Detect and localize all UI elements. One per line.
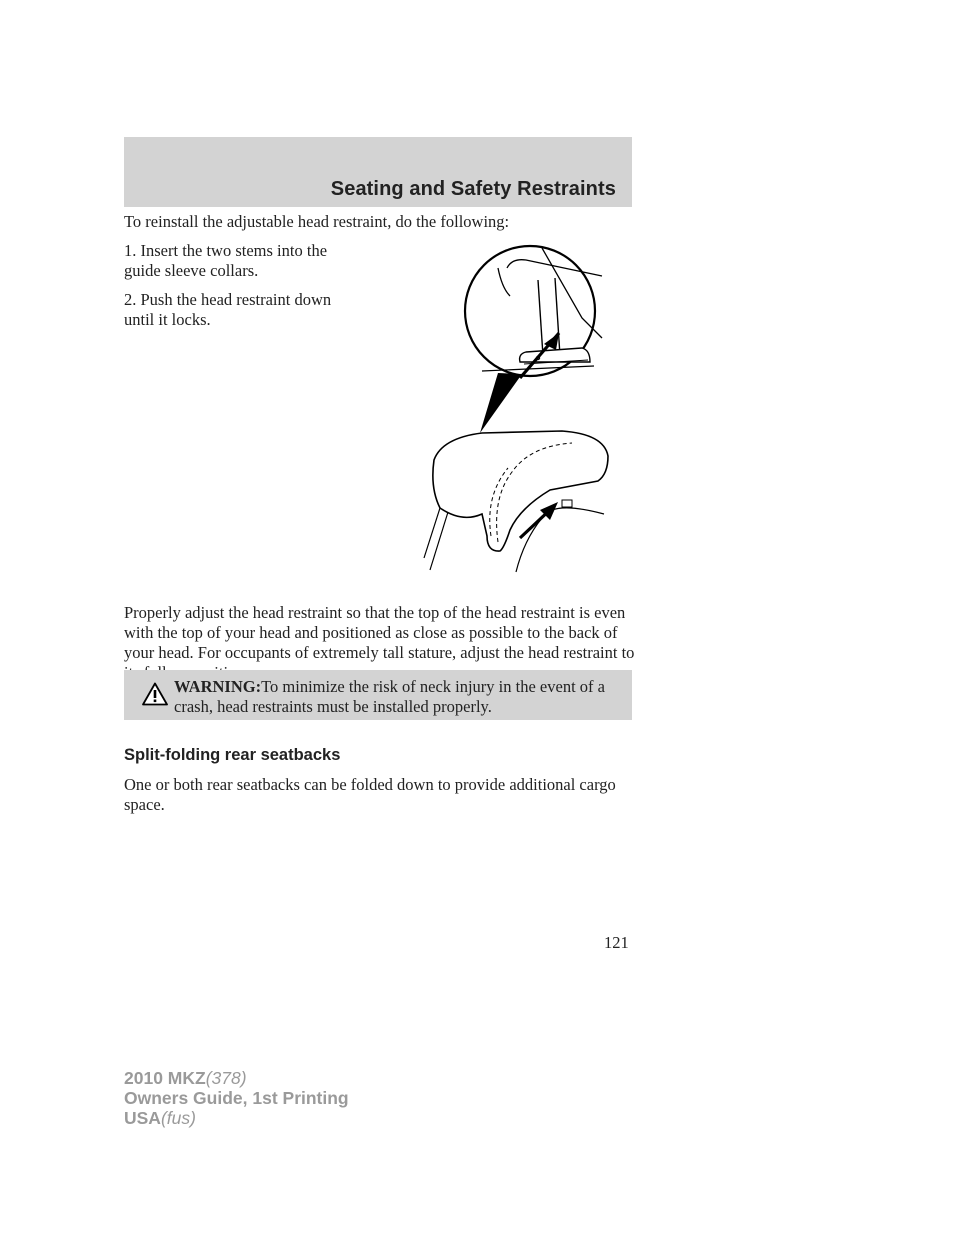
section-paragraph: One or both rear seatbacks can be folded down to provide additional cargo space. [124,775,616,814]
step-2: 2. Push the head restraint down until it locks. [124,290,332,329]
intro-text: To reinstall the adjustable head restraint, do the following: [124,212,510,231]
footer-region-code: (fus) [160,1108,196,1128]
warning-message: To minimize the risk of neck injury in the event of a crash, head restraints must be installed properly. [174,677,605,716]
warning-box [124,670,632,720]
footer-guide: Owners Guide, 1st Printing [124,1088,349,1108]
head-restraint-illustration [412,238,612,578]
footer-region: USA [124,1108,161,1128]
warning-triangle-icon [142,682,168,706]
section-heading: Split-folding rear seatbacks [124,746,341,764]
footer-model: 2010 MKZ [124,1068,206,1088]
step-1: 1. Insert the two stems into the guide sleeve collars. [124,241,328,280]
footer-model-code: (378) [205,1068,247,1088]
adjust-paragraph: Properly adjust the head restraint so that the top of the head restraint is even with the top of your head and positioned as close as possible to the back of your head. For occupants of extremely tall stature, adjust the head restraint to [124,603,635,662]
header-title: Seating and Safety Restraints [330,178,616,200]
page-number: 121 [604,933,629,952]
warning-text [174,677,629,717]
steps-list [124,241,364,339]
callout-pointer [480,373,522,433]
warning-label: WARNING: [174,677,262,696]
footer-imprint [124,1068,349,1128]
page-header [124,137,632,207]
restraint-outline [433,431,608,551]
